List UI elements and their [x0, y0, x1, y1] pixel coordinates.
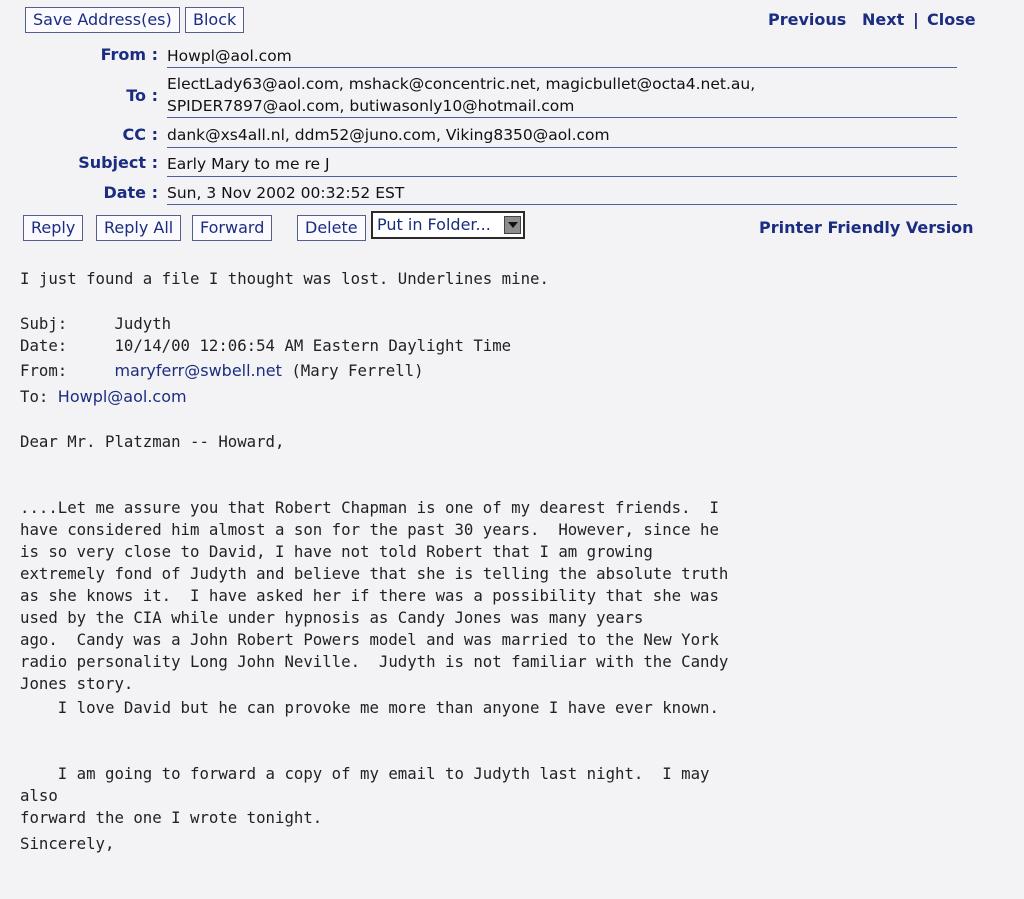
- from-value: Howpl@aol.com: [167, 47, 292, 65]
- quoted-to-email[interactable]: Howpl@aol.com: [57, 387, 187, 406]
- header-divider: [167, 147, 957, 148]
- previous-link[interactable]: Previous: [768, 10, 847, 29]
- date-label: Date :: [103, 183, 158, 202]
- paragraph-line: as she knows it. I have asked her if there was a possibility that she was: [20, 586, 719, 605]
- quoted-from-name: (Mary Ferrell): [281, 361, 424, 380]
- close-link[interactable]: Close: [927, 10, 976, 29]
- paragraph-line: is so very close to David, I have not told Robert that I am growing: [20, 542, 653, 561]
- cc-label: CC :: [122, 125, 158, 144]
- closing: Sincerely,: [20, 834, 115, 853]
- to-value-line2: SPIDER7897@aol.com, butiwasonly10@hotmail.com: [167, 97, 575, 115]
- paragraph-line: extremely fond of Judyth and believe that she is telling the absolute truth: [20, 564, 729, 583]
- printer-friendly-link[interactable]: Printer Friendly Version: [759, 218, 974, 237]
- quoted-from: [20, 360, 424, 382]
- quoted-from-prefix: From:: [20, 361, 115, 380]
- forward-button[interactable]: Forward: [192, 215, 272, 241]
- next-link[interactable]: Next: [862, 10, 905, 29]
- paragraph-line: ....Let me assure you that Robert Chapman is one of my dearest friends. I: [20, 498, 719, 517]
- paragraph-1: [20, 475, 728, 717]
- block-button[interactable]: Block: [185, 7, 244, 33]
- paragraph-2: I love David but he can provoke me more than anyone I have ever known.: [20, 698, 719, 717]
- reply-all-button[interactable]: Reply All: [96, 215, 181, 241]
- reply-button[interactable]: Reply: [23, 215, 83, 241]
- from-label: From :: [100, 45, 158, 64]
- paragraph-line: radio personality Long John Neville. Judyth is not familiar with the Candy: [20, 652, 729, 671]
- paragraph-line: also: [20, 786, 58, 805]
- delete-button[interactable]: Delete: [297, 215, 366, 241]
- subject-label: Subject :: [78, 153, 158, 172]
- to-value-line1: ElectLady63@aol.com, mshack@concentric.net, magicbullet@octa4.net.au,: [167, 75, 756, 93]
- quoted-from-email[interactable]: maryferr@swbell.net: [114, 361, 282, 380]
- quoted-to-prefix: To:: [20, 387, 58, 406]
- header-divider: [167, 176, 957, 177]
- save-addresses-button[interactable]: Save Address(es): [25, 7, 180, 33]
- cc-value: dank@xs4all.nl, ddm52@juno.com, Viking8350@aol.com: [167, 126, 610, 144]
- header-divider: [167, 204, 957, 205]
- paragraph-line: I am going to forward a copy of my email to Judyth last night. I may: [20, 764, 710, 783]
- to-label: To :: [126, 86, 158, 105]
- paragraph-line: Jones story.: [20, 674, 134, 693]
- paragraph-3: [20, 741, 709, 851]
- paragraph-line: used by the CIA while under hypnosis as Candy Jones was many years: [20, 608, 644, 627]
- intro-text: I just found a file I thought was lost. Underlines mine.: [20, 269, 549, 288]
- quoted-subject: Subj: Judyth: [20, 314, 172, 333]
- chevron-down-icon[interactable]: [504, 216, 521, 234]
- quoted-date: Date: 10/14/00 12:06:54 AM Eastern Daylight Time: [20, 336, 512, 355]
- date-value: Sun, 3 Nov 2002 00:32:52 EST: [167, 184, 405, 202]
- paragraph-line: ago. Candy was a John Robert Powers model and was married to the New York: [20, 630, 719, 649]
- folder-select-value: Put in Folder...: [377, 215, 491, 234]
- greeting: Dear Mr. Platzman -- Howard,: [20, 432, 285, 451]
- header-divider: [167, 117, 957, 118]
- paragraph-line: have considered him almost a son for the past 30 years. However, since he: [20, 520, 719, 539]
- subject-value: Early Mary to me re J: [167, 155, 330, 173]
- paragraph-line: forward the one I wrote tonight.: [20, 808, 323, 827]
- quoted-to: [20, 386, 187, 408]
- folder-select[interactable]: [371, 211, 525, 239]
- header-divider: [167, 67, 957, 68]
- nav-separator: |: [913, 10, 919, 29]
